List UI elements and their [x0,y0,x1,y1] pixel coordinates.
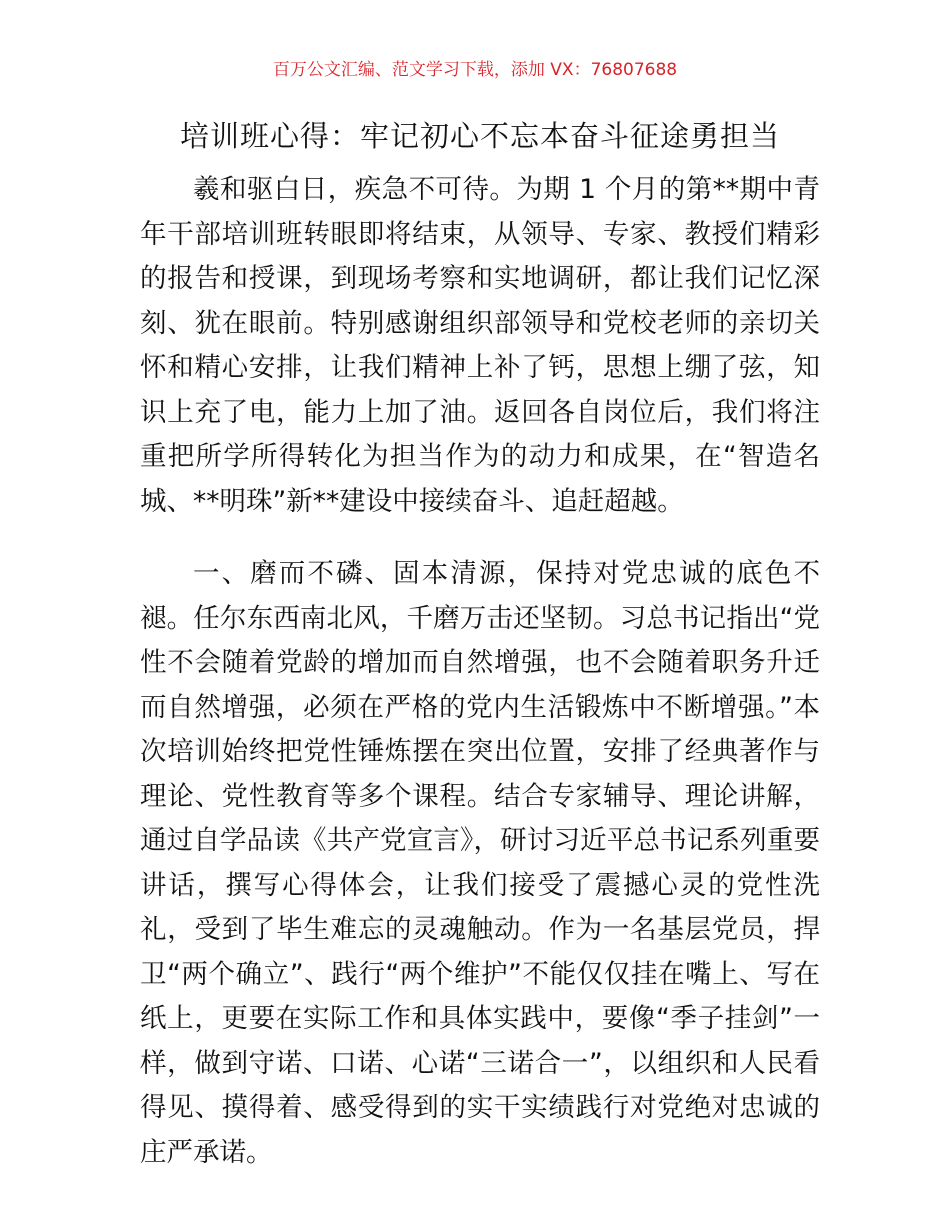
paragraph-section-one: 一、磨而不磷、固本清源，保持对党忠诚的底色不褪。任尔东西南北风，千磨万击还坚韧。习总书记指出“党性不会随着党龄的增加而自然增强，也不会随着职务升迁而自然增强，必须在严格的党内生活锻炼中不断增强。”本次培训始终把党性锤炼摆在突出位置，安排了经典著作与理论、党性教育等多个课程。结合专家辅导、理论讲解，通过自学品读《共产党宣言》，研讨习近平总书记系列重要讲话，撰写心得体会，让我们接受了震撼心灵的党性洗礼，受到了毕生难忘的灵魂触动。作为一名基层党员，捍卫“两个确立”、践行“两个维护”不能仅仅挂在嘴上、写在纸上，更要在实际工作和具体实践中，要像“季子挂剑”一样，做到守诺、口诺、心诺“三诺合一”，以组织和人民看得见、摸得着、感受得到的实干实绩践行对党绝对忠诚的庄严承诺。 [140,558,820,1168]
document-title: 培训班心得：牢记初心不忘本奋斗征途勇担当 [179,119,780,153]
document-body [140,168,820,1175]
paragraph-intro: 羲和驱白日，疾急不可待。为期 1 个月的第**期中青年干部培训班转眼即将结束，从领导、专家、教授们精彩的报告和授课，到现场考察和实地调研，都让我们记忆深刻、犹在眼前。特别感谢组织部领导和党校老师的亲切关怀和精心安排，让我们精神上补了钙，思想上绷了弦，知识上充了电，能力上加了油。返回各自岗位后，我们将注重把所学所得转化为担当作为的动力和成果，在“智造名城、**明珠”新**建设中接续奋斗、追赶超越。 [140,174,820,517]
header-contact-note: 百万公文汇编、范文学习下载，添加 VX：76807688 [272,60,678,80]
